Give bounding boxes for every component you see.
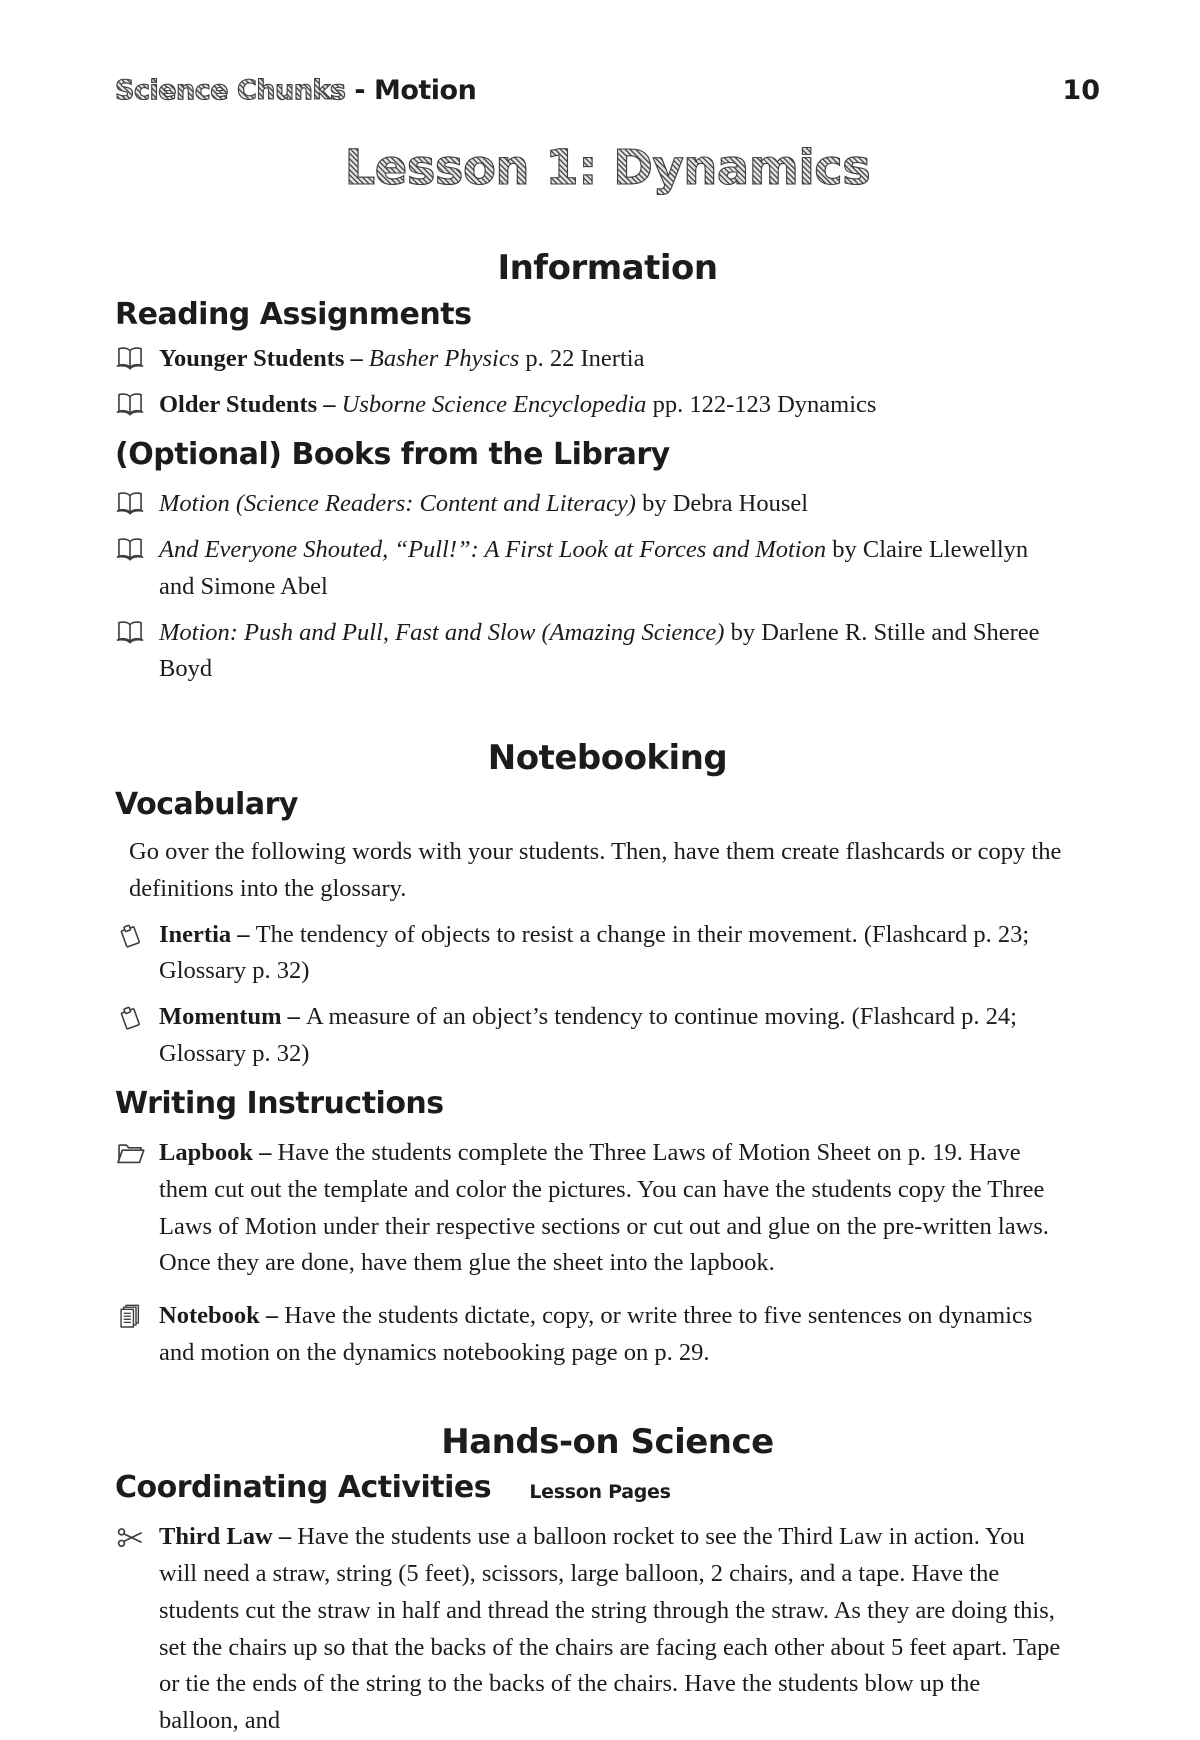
vocabulary-item-text: Inertia – The tendency of objects to resist a change in their movement. (Flashcard p. 23; Glossary p. 32) [159, 920, 1030, 985]
reading-item-text: Younger Students – Basher Physics p. 22 Inertia [159, 345, 645, 373]
subject-text: - Motion [354, 75, 477, 106]
library-item-text: Motion: Push and Pull, Fast and Slow (Amazing Science) by Darlene R. Stille and Sheree Boyd [159, 618, 1040, 683]
flashcard-icon [115, 999, 159, 1073]
subheading-vocabulary: Vocabulary [115, 786, 298, 822]
open-book-icon [115, 387, 159, 424]
vocabulary-intro: Go over the following words with your students. Then, have them create flashcards or copy the definitions into the glossary. [129, 838, 1062, 902]
activity-item-text: Third Law – Have the students use a balloon rocket to see the Third Law in action. You will need a straw, string (5 feet), scissors, large balloon, 2 chairs, and a tape. Have the students cut the straw in half and thread the string through the straw. As they are doing this, set the chairs up so that the backs of the chairs are facing each other about 5 feet apart. Tape or tie the ends of the string to the backs of the chairs. Have the students blow up the balloon, and [159, 1523, 1061, 1735]
vocabulary-item-text: Momentum – A measure of an object’s tendency to continue moving. (Flashcard p. 24; Glossary p. 32) [159, 1003, 1017, 1067]
reading-item [115, 341, 1100, 378]
subheading-library-books: (Optional) Books from the Library [115, 436, 670, 472]
library-item [115, 532, 1100, 606]
notebook-icon [115, 1298, 159, 1372]
vocabulary-item [115, 999, 1100, 1073]
library-item-text: And Everyone Shouted, “Pull!”: A First Look at Forces and Motion by Claire Llewellyn and Simone Abel [159, 536, 1029, 600]
library-item [115, 486, 1100, 523]
reading-item-text: Older Students – Usborne Science Encyclopedia pp. 122-123 Dynamics [159, 391, 877, 419]
page-header [115, 76, 1100, 106]
header-title [115, 76, 476, 106]
library-item-text: Motion (Science Readers: Content and Literacy) by Debra Housel [159, 490, 809, 518]
section-heading-information: Information [497, 248, 718, 289]
brand-text: Science Chunks [115, 75, 346, 106]
lesson-title: Lesson 1: Dynamics [115, 142, 1100, 195]
open-book-icon [115, 486, 159, 523]
flashcard-icon [115, 917, 159, 991]
subheading-writing-instructions: Writing Instructions [115, 1085, 444, 1121]
subheading-reading-assignments: Reading Assignments [115, 296, 472, 332]
folder-icon [115, 1135, 159, 1282]
lapbook-item [115, 1135, 1100, 1282]
activity-item [115, 1519, 1100, 1740]
section-heading-hands-on-science: Hands-on Science [441, 1421, 774, 1462]
open-book-icon [115, 341, 159, 378]
notebook-item [115, 1298, 1100, 1372]
library-item [115, 615, 1100, 689]
page-footer: Lesson Pages [529, 1481, 671, 1503]
subheading-coordinating-activities: Coordinating Activities [115, 1469, 492, 1505]
lapbook-item-text: Lapbook – Have the students complete the Three Laws of Motion Sheet on p. 19. Have them cut out the template and color the pictures. You can have the students copy the Three Laws of Motion under their respective sections or cut out and glue on the pre-written laws. Once they are done, have them glue the sheet into the lapbook. [159, 1139, 1049, 1277]
page-number: 10 [1062, 75, 1100, 106]
open-book-icon [115, 532, 159, 606]
section-heading-notebooking: Notebooking [487, 738, 728, 779]
open-book-icon [115, 615, 159, 689]
reading-item [115, 387, 1100, 424]
scissors-icon [115, 1519, 159, 1740]
notebook-item-text: Notebook – Have the students dictate, copy, or write three to five sentences on dynamics and motion on the dynamics notebooking page on p. 29. [159, 1302, 1033, 1366]
vocabulary-item [115, 917, 1100, 991]
